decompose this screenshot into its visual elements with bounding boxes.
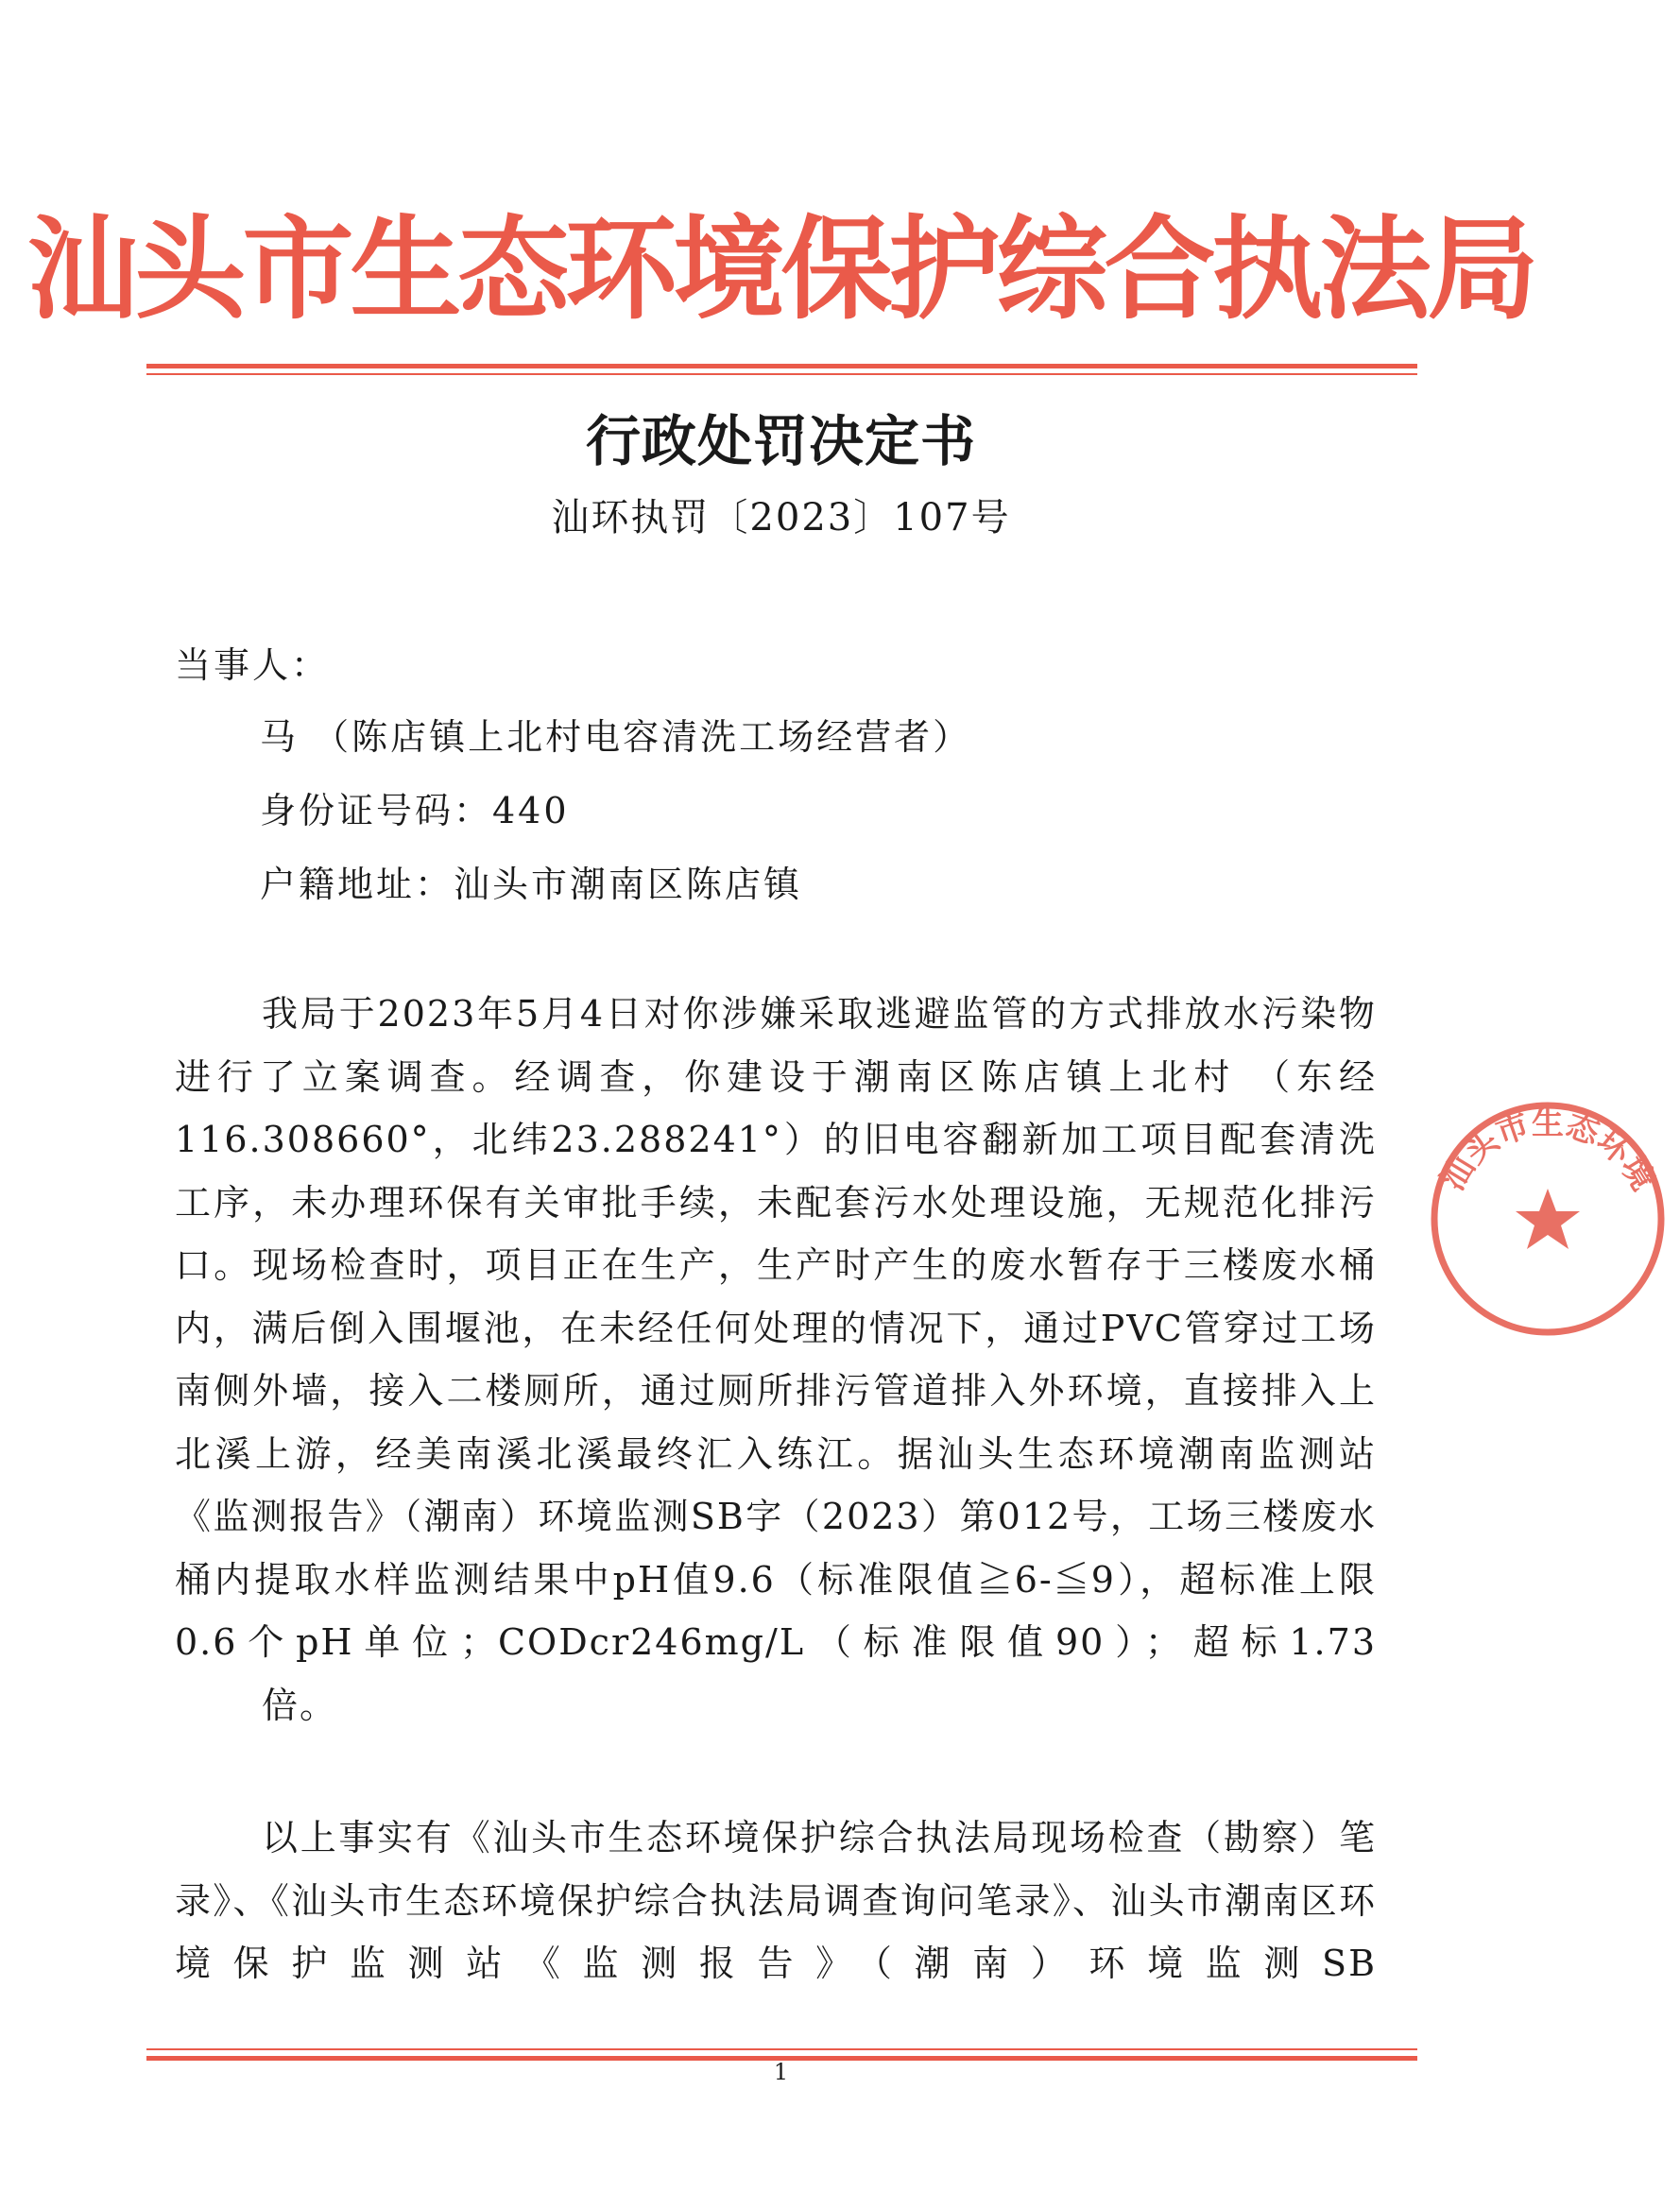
footer-rule-thin (146, 2048, 1417, 2050)
party-label: 当事人： (175, 644, 331, 686)
header-rule-thick (146, 364, 1417, 368)
facts-paragraph (175, 983, 1377, 1737)
facts-text: 我局于2023年5月4日对你涉嫌采取逃避监管的方式排放水污染物进行了立案调查。经调查，你建设于潮南区陈店镇上北村 （东经116.308660°，北纬23.288241°）的旧电容翻新加工项目配套清洗工序，未办理环保有关审批手续，未配套污水处理设施，无规范化排污口。现场检查时，项目正在生产，生产时产生的废水暂存于三楼废水桶内，满后倒入围堰池，在未经任何处理的情况下，通过PVC管穿过工场南侧外墙，接入二楼厕所，通过厕所排污管道排入外环境，直接排入上北溪上游，经美南溪北溪最终汇入练江。据汕头生态环境潮南监测站《监测报告》（潮南）环境监测SB字（2023）第012号，工场三楼废水桶内提取水样监测结果中pH值9.6（标准限值≧6-≦9），超标准上限0.6个pH单位；CODcr246mg/L（标准限值90）；超标1.73 (175, 993, 1377, 1663)
official-seal-stamp (1415, 1087, 1680, 1351)
document-number: 汕环执罚〔2023〕107号 (551, 496, 1011, 539)
evidence-paragraph (175, 1807, 1377, 1995)
party-name: 马 （陈店镇上北村电容清洗工场经营者） (260, 716, 972, 758)
document-title: 行政处罚决定书 (585, 409, 976, 473)
agency-title: 汕头市生态环境保护综合执法局 (26, 203, 1535, 334)
seal-text: 汕头市生态环境 (1433, 1104, 1662, 1198)
svg-text:汕头市生态环境 (1433, 1104, 1661, 1197)
header-rule-thin (146, 373, 1417, 375)
party-address: 户籍地址：汕头市潮南区陈店镇 (260, 864, 803, 905)
facts-text-end: 倍。 (262, 1684, 338, 1726)
seal-star-icon (1516, 1189, 1580, 1249)
page-number: 1 (773, 2059, 789, 2085)
evidence-text: 以上事实有《汕头市生态环境保护综合执法局现场检查（勘察）笔录》、《汕头市生态环境保护综合执法局调查询问笔录》、汕头市潮南区环境保护监测站《监测报告》（潮南）环境监测SB (175, 1817, 1377, 1984)
party-id-number: 身份证号码：440 (260, 790, 570, 831)
